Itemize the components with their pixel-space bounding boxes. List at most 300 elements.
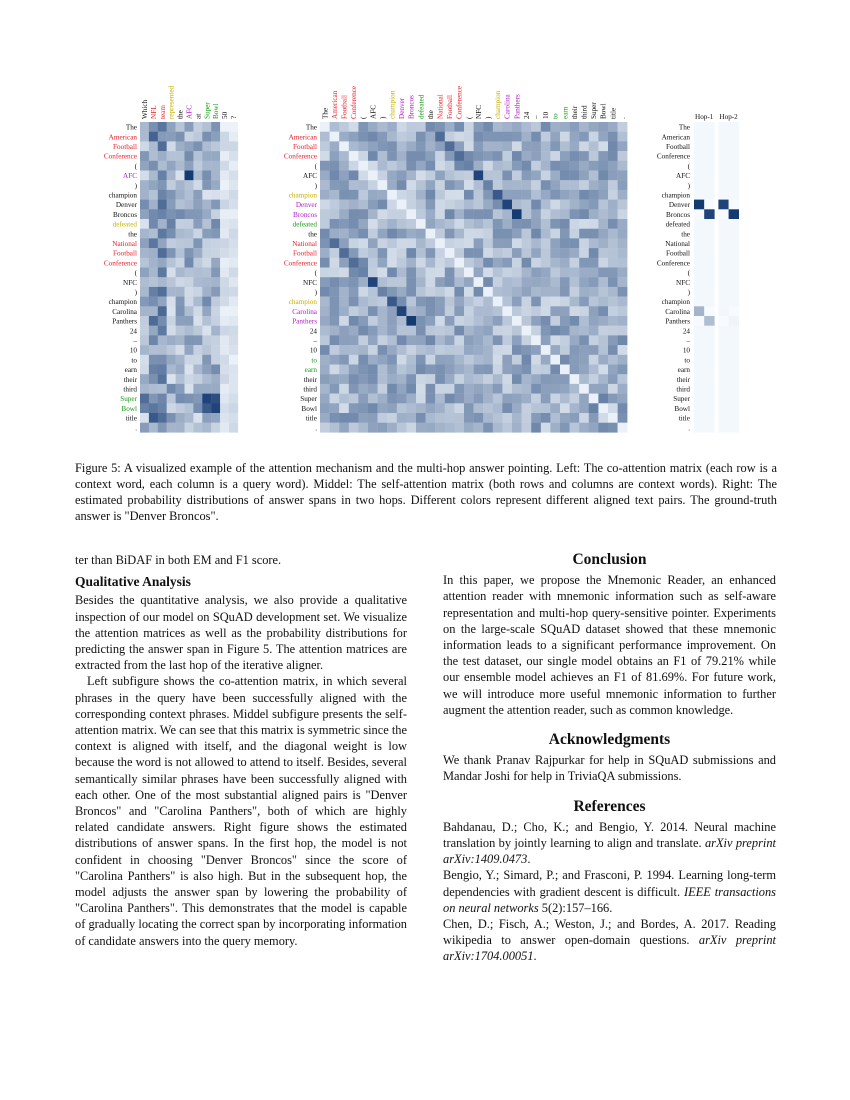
selfattention-cell — [368, 287, 378, 297]
right-row-label: title — [678, 414, 690, 423]
selfattention-cell — [320, 171, 330, 181]
selfattention-cell — [531, 423, 541, 433]
selfattention-cell — [464, 151, 474, 161]
context-col-label: – — [532, 115, 541, 119]
selfattention-cell — [464, 306, 474, 316]
context-col-label: American — [330, 90, 339, 119]
left-row-label: Bowl — [121, 404, 137, 413]
coattention-cell — [202, 403, 211, 413]
middle-row-label: Panthers — [292, 317, 317, 326]
selfattention-cell — [493, 141, 503, 151]
hop-prob-cell — [694, 132, 704, 142]
selfattention-cell — [368, 248, 378, 258]
coattention-cell — [149, 297, 158, 307]
hop-prob-cell — [704, 132, 714, 142]
selfattention-cell — [560, 326, 570, 336]
selfattention-cell — [358, 258, 368, 268]
selfattention-cell — [320, 365, 330, 375]
hop-prob-cell — [704, 345, 714, 355]
right-row-label: Football — [666, 143, 690, 151]
left-row-label: Super — [120, 395, 137, 404]
selfattention-cell — [550, 229, 560, 239]
context-col-label: The — [321, 107, 330, 119]
selfattention-cell — [618, 277, 628, 287]
hop-prob-cell — [704, 413, 714, 423]
hop-prob-cell — [704, 297, 714, 307]
coattention-cell — [220, 297, 229, 307]
query-col-label: 50 — [221, 111, 230, 119]
coattention-cell — [167, 355, 176, 365]
query-col-label: Bowl — [212, 103, 221, 119]
selfattention-cell — [579, 200, 589, 210]
coattention-cell — [140, 171, 149, 181]
coattention-cell — [167, 209, 176, 219]
coattention-cell — [176, 200, 185, 210]
left-row-label: Football — [113, 143, 137, 151]
selfattention-cell — [349, 306, 359, 316]
selfattention-cell — [406, 151, 416, 161]
coattention-cell — [185, 238, 194, 248]
selfattention-cell — [474, 248, 484, 258]
selfattention-cell — [483, 374, 493, 384]
hop-label: Hop-2 — [719, 113, 738, 121]
left-row-label: American — [108, 133, 137, 142]
coattention-cell — [202, 297, 211, 307]
hop-prob-cell — [718, 268, 728, 278]
selfattention-cell — [531, 190, 541, 200]
hop-prob-cell — [704, 423, 714, 433]
coattention-cell — [211, 141, 220, 151]
selfattention-cell — [339, 219, 349, 229]
selfattention-cell — [397, 229, 407, 239]
coattention-cell — [149, 180, 158, 190]
selfattention-cell — [502, 384, 512, 394]
selfattention-cell — [483, 384, 493, 394]
selfattention-cell — [579, 403, 589, 413]
coattention-cell — [193, 132, 202, 142]
coattention-cell — [202, 229, 211, 239]
selfattention-cell — [493, 229, 503, 239]
coattention-cell — [140, 345, 149, 355]
hop-prob-cell — [704, 326, 714, 336]
selfattention-cell — [358, 384, 368, 394]
context-col-label: champion — [388, 90, 397, 119]
hop-label: Hop-1 — [695, 113, 714, 121]
coattention-cell — [220, 394, 229, 404]
selfattention-cell — [560, 229, 570, 239]
coattention-cell — [167, 403, 176, 413]
selfattention-cell — [426, 171, 436, 181]
selfattention-cell — [570, 355, 580, 365]
left-row-label: Conference — [103, 259, 137, 268]
coattention-cell — [185, 248, 194, 258]
selfattention-cell — [330, 423, 340, 433]
selfattention-cell — [608, 219, 618, 229]
selfattention-cell — [378, 122, 388, 132]
selfattention-cell — [493, 122, 503, 132]
selfattention-cell — [435, 122, 445, 132]
coattention-cell — [158, 238, 167, 248]
selfattention-cell — [378, 209, 388, 219]
middle-row-label: earn — [304, 366, 317, 375]
selfattention-cell — [560, 365, 570, 375]
coattention-cell — [220, 326, 229, 336]
coattention-cell — [229, 403, 238, 413]
qualitative-paragraph-2: Left subfigure shows the co-attention matrix, in which several phrases in the query have been successfully aligned with the corresponding context phrases. Middel subfigure presents the self-attention matrix. We can see that this matrix is symmetric since the context is aligned with itself, and the diagonal weight is low because the word is not allowed to attend to itself. Besides, several semantically similar phrases have been successfully aligned with each other. One of the most substantial aligned pairs is "Denver Broncos" and "Carolina Panthers", both of which are highly related candidate answers. Right figure shows the estimated distributions of answer spans. In the first hop, the model is not confident in choosing "Denver Broncos" since the score of "Carolina Panthers" is also high. But in the subsequent hop, the model adjusts the answer span by lowering the probability of "Carolina Panthers". This demonstrates that the model is capable of gradually locating the correct span by incorporating information of candidate answers into the query memory. — [75, 674, 407, 948]
selfattention-cell — [550, 413, 560, 423]
selfattention-cell — [589, 355, 599, 365]
selfattention-cell — [320, 316, 330, 326]
selfattention-cell — [330, 326, 340, 336]
selfattention-cell — [464, 374, 474, 384]
selfattention-cell — [464, 238, 474, 248]
selfattention-cell — [541, 200, 551, 210]
coattention-cell — [158, 141, 167, 151]
selfattention-cell — [387, 122, 397, 132]
query-col-label: Super — [203, 102, 212, 119]
selfattention-cell — [426, 384, 436, 394]
selfattention-cell — [445, 248, 455, 258]
selfattention-cell — [416, 335, 426, 345]
coattention-cell — [167, 384, 176, 394]
selfattention-cell — [531, 287, 541, 297]
selfattention-cell — [464, 277, 474, 287]
coattention-cell — [193, 190, 202, 200]
selfattention-cell — [483, 413, 493, 423]
selfattention-cell — [598, 345, 608, 355]
coattention-cell — [176, 365, 185, 375]
selfattention-cell — [474, 365, 484, 375]
selfattention-cell — [435, 345, 445, 355]
selfattention-cell — [531, 200, 541, 210]
selfattention-cell — [570, 413, 580, 423]
selfattention-cell — [378, 355, 388, 365]
selfattention-cell — [512, 122, 522, 132]
selfattention-cell — [579, 277, 589, 287]
selfattention-cell — [426, 335, 436, 345]
selfattention-cell — [512, 423, 522, 433]
coattention-cell — [229, 180, 238, 190]
query-col-label: NFL — [149, 105, 158, 119]
selfattention-cell — [349, 374, 359, 384]
selfattention-cell — [598, 200, 608, 210]
hop-prob-cell — [704, 151, 714, 161]
left-row-label: AFC — [123, 172, 137, 181]
right-row-label: – — [686, 337, 690, 345]
selfattention-cell — [579, 287, 589, 297]
selfattention-cell — [541, 365, 551, 375]
selfattention-cell — [589, 171, 599, 181]
right-row-label: AFC — [676, 172, 690, 181]
selfattention-cell — [474, 229, 484, 239]
coattention-cell — [220, 238, 229, 248]
selfattention-cell — [368, 180, 378, 190]
query-col-label: represented — [167, 85, 176, 119]
hop-prob-cell — [729, 413, 739, 423]
selfattention-cell — [493, 238, 503, 248]
selfattention-cell — [406, 190, 416, 200]
selfattention-cell — [493, 258, 503, 268]
selfattention-cell — [560, 190, 570, 200]
coattention-cell — [140, 394, 149, 404]
selfattention-cell — [531, 268, 541, 278]
selfattention-cell — [598, 277, 608, 287]
selfattention-cell — [589, 384, 599, 394]
left-column — [75, 552, 407, 949]
coattention-cell — [140, 180, 149, 190]
selfattention-cell — [512, 374, 522, 384]
coattention-cell — [193, 238, 202, 248]
hop-prob-cell — [718, 316, 728, 326]
coattention-cell — [185, 423, 194, 433]
hop-prob-cell — [704, 200, 714, 210]
right-row-label: earn — [677, 366, 690, 375]
selfattention-cell — [502, 355, 512, 365]
selfattention-cell — [579, 316, 589, 326]
hop-prob-cell — [694, 335, 704, 345]
selfattention-cell — [339, 258, 349, 268]
selfattention-cell — [387, 132, 397, 142]
acknowledgments-text: We thank Pranav Rajpurkar for help in SQuAD submissions and Mandar Joshi for help in TriviaQA submissions. — [443, 753, 776, 784]
selfattention-cell — [320, 287, 330, 297]
selfattention-cell — [502, 209, 512, 219]
selfattention-cell — [512, 200, 522, 210]
selfattention-cell — [339, 423, 349, 433]
selfattention-cell — [598, 229, 608, 239]
coattention-cell — [185, 316, 194, 326]
coattention-cell — [149, 374, 158, 384]
selfattention-cell — [570, 229, 580, 239]
coattention-cell — [229, 190, 238, 200]
selfattention-cell — [397, 209, 407, 219]
coattention-cell — [193, 171, 202, 181]
right-row-label: ) — [687, 288, 690, 297]
selfattention-cell — [454, 132, 464, 142]
coattention-cell — [158, 132, 167, 142]
coattention-cell — [229, 258, 238, 268]
selfattention-cell — [598, 413, 608, 423]
selfattention-cell — [464, 355, 474, 365]
selfattention-cell — [387, 335, 397, 345]
selfattention-cell — [512, 384, 522, 394]
selfattention-cell — [349, 423, 359, 433]
selfattention-cell — [406, 141, 416, 151]
selfattention-cell — [618, 374, 628, 384]
selfattention-cell — [406, 219, 416, 229]
coattention-cell — [220, 413, 229, 423]
selfattention-cell — [387, 394, 397, 404]
selfattention-cell — [358, 151, 368, 161]
selfattention-cell — [570, 132, 580, 142]
coattention-cell — [158, 151, 167, 161]
hop-prob-cell — [718, 365, 728, 375]
selfattention-cell — [339, 335, 349, 345]
context-col-label: Panthers — [513, 94, 522, 119]
selfattention-cell — [349, 180, 359, 190]
hop-prob-cell — [704, 229, 714, 239]
hop-prob-cell — [718, 190, 728, 200]
selfattention-cell — [426, 365, 436, 375]
selfattention-cell — [416, 316, 426, 326]
conclusion-heading: Conclusion — [572, 551, 647, 568]
selfattention-cell — [483, 297, 493, 307]
selfattention-cell — [320, 141, 330, 151]
selfattention-cell — [406, 403, 416, 413]
coattention-cell — [140, 161, 149, 171]
selfattention-cell — [320, 180, 330, 190]
selfattention-cell — [550, 394, 560, 404]
coattention-cell — [202, 180, 211, 190]
right-row-label: third — [676, 385, 690, 394]
selfattention-cell — [358, 394, 368, 404]
selfattention-cell — [618, 287, 628, 297]
coattention-cell — [202, 394, 211, 404]
hop-prob-cell — [694, 297, 704, 307]
context-col-label: Conference — [350, 85, 359, 119]
selfattention-cell — [493, 297, 503, 307]
selfattention-cell — [339, 374, 349, 384]
selfattention-cell — [541, 219, 551, 229]
selfattention-cell — [483, 423, 493, 433]
selfattention-cell — [560, 306, 570, 316]
context-col-label: . — [618, 117, 627, 119]
hop-prob-cell — [729, 365, 739, 375]
selfattention-cell — [502, 132, 512, 142]
hop-prob-cell — [718, 209, 728, 219]
selfattention-cell — [474, 258, 484, 268]
selfattention-cell — [493, 161, 503, 171]
selfattention-cell — [570, 141, 580, 151]
selfattention-cell — [397, 180, 407, 190]
selfattention-cell — [378, 171, 388, 181]
selfattention-cell — [502, 394, 512, 404]
context-col-label: defeated — [417, 94, 426, 119]
selfattention-cell — [426, 190, 436, 200]
selfattention-cell — [474, 200, 484, 210]
selfattention-cell — [387, 306, 397, 316]
coattention-cell — [149, 209, 158, 219]
coattention-cell — [176, 374, 185, 384]
selfattention-cell — [502, 287, 512, 297]
selfattention-cell — [435, 287, 445, 297]
middle-row-label: Conference — [283, 259, 317, 268]
selfattention-cell — [387, 171, 397, 181]
selfattention-cell — [406, 345, 416, 355]
selfattention-cell — [454, 345, 464, 355]
selfattention-cell — [349, 122, 359, 132]
coattention-cell — [211, 209, 220, 219]
selfattention-cell — [454, 219, 464, 229]
selfattention-cell — [416, 141, 426, 151]
selfattention-cell — [416, 268, 426, 278]
selfattention-cell — [570, 297, 580, 307]
coattention-cell — [185, 209, 194, 219]
coattention-cell — [202, 268, 211, 278]
context-col-label: their — [570, 105, 579, 119]
coattention-cell — [202, 423, 211, 433]
selfattention-cell — [493, 200, 503, 210]
selfattention-cell — [435, 365, 445, 375]
coattention-cell — [158, 365, 167, 375]
selfattention-cell — [589, 413, 599, 423]
right-row-label: . — [688, 424, 690, 433]
hop-prob-cell — [694, 277, 704, 287]
selfattention-cell — [570, 365, 580, 375]
coattention-cell — [211, 335, 220, 345]
coattention-cell — [220, 287, 229, 297]
selfattention-cell — [435, 161, 445, 171]
hop-prob-cell — [729, 297, 739, 307]
selfattention-cell — [426, 180, 436, 190]
query-col-label: at — [194, 113, 203, 119]
selfattention-cell — [426, 345, 436, 355]
selfattention-cell — [598, 365, 608, 375]
selfattention-cell — [368, 209, 378, 219]
selfattention-cell — [512, 238, 522, 248]
selfattention-cell — [426, 132, 436, 142]
selfattention-cell — [368, 141, 378, 151]
selfattention-cell — [474, 180, 484, 190]
left-row-label: – — [133, 337, 137, 345]
selfattention-cell — [598, 258, 608, 268]
selfattention-cell — [541, 229, 551, 239]
left-row-label: earn — [124, 366, 137, 375]
selfattention-cell — [608, 200, 618, 210]
selfattention-cell — [416, 151, 426, 161]
coattention-cell — [140, 403, 149, 413]
selfattention-cell — [608, 394, 618, 404]
coattention-cell — [220, 423, 229, 433]
selfattention-cell — [493, 306, 503, 316]
selfattention-cell — [368, 268, 378, 278]
selfattention-cell — [435, 229, 445, 239]
coattention-cell — [202, 151, 211, 161]
coattention-cell — [202, 248, 211, 258]
selfattention-cell — [358, 277, 368, 287]
coattention-cell — [158, 306, 167, 316]
selfattention-cell — [435, 268, 445, 278]
selfattention-cell — [349, 384, 359, 394]
hop-prob-cell — [729, 132, 739, 142]
selfattention-cell — [493, 316, 503, 326]
selfattention-cell — [474, 238, 484, 248]
coattention-cell — [167, 258, 176, 268]
right-row-label: the — [681, 230, 690, 239]
selfattention-cell — [570, 423, 580, 433]
hop-prob-cell — [694, 394, 704, 404]
coattention-cell — [185, 122, 194, 132]
hop-prob-cell — [729, 190, 739, 200]
hop-prob-cell — [704, 268, 714, 278]
selfattention-cell — [339, 190, 349, 200]
selfattention-cell — [483, 287, 493, 297]
selfattention-cell — [618, 161, 628, 171]
coattention-cell — [211, 345, 220, 355]
selfattention-cell — [445, 151, 455, 161]
selfattention-cell — [349, 248, 359, 258]
selfattention-cell — [579, 355, 589, 365]
selfattention-cell — [454, 151, 464, 161]
coattention-cell — [140, 258, 149, 268]
coattention-cell — [202, 141, 211, 151]
selfattention-cell — [426, 219, 436, 229]
selfattention-cell — [493, 365, 503, 375]
right-row-label: to — [684, 356, 690, 365]
selfattention-cell — [493, 423, 503, 433]
selfattention-cell — [454, 171, 464, 181]
selfattention-cell — [435, 248, 445, 258]
coattention-cell — [167, 394, 176, 404]
